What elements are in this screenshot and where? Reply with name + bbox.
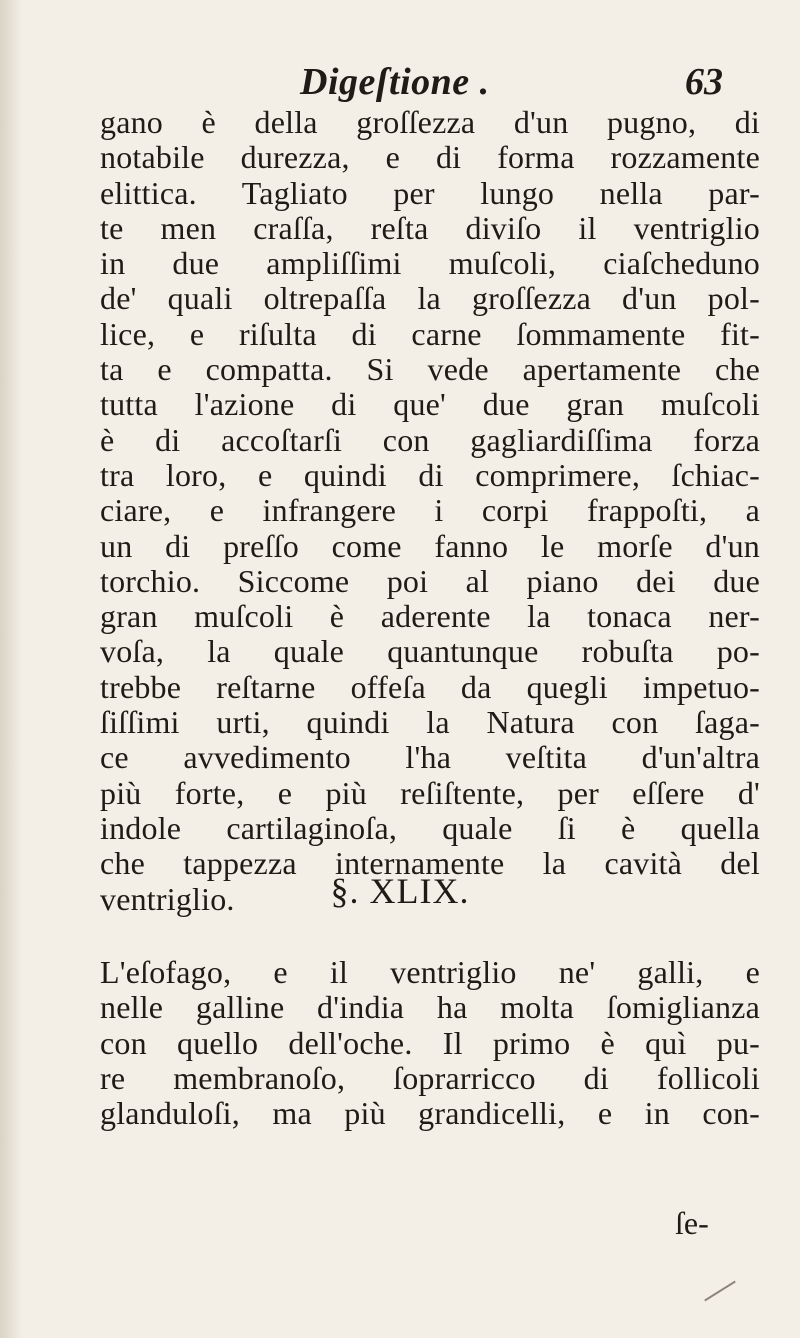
- text-line: è di accoſtarſi con gagliardiſſima forza: [100, 421, 760, 458]
- text-line: trebbe reſtarne offeſa da quegli impetuo-: [100, 668, 760, 705]
- running-title: Digeſtione .: [300, 61, 490, 103]
- text-line: torchio. Siccome poi al piano dei due: [100, 562, 760, 599]
- text-line: tra loro, e quindi di comprimere, ſchiac-: [100, 456, 760, 493]
- page-header: [0, 60, 800, 110]
- page-number: 63: [685, 61, 723, 103]
- text-line: ce avvedimento l'ha veſtita d'un'altra: [100, 739, 760, 776]
- text-line: de' quali oltrepaſſa la groſſezza d'un pol-: [100, 280, 760, 317]
- catchword: ſe-: [675, 1205, 709, 1241]
- text-line: notabile durezza, e di forma rozzamente: [100, 139, 760, 176]
- text-line: gran muſcoli è aderente la tonaca ner-: [100, 598, 760, 635]
- text-line: in due ampliſſimi muſcoli, ciaſcheduno: [100, 245, 760, 282]
- text-line: elittica. Tagliato per lungo nella par-: [100, 174, 760, 211]
- text-line: nelle galline d'india ha molta ſomiglianza: [100, 989, 760, 1026]
- text-line: con quello dell'oche. Il primo è quì pu-: [100, 1024, 760, 1061]
- text-line: un di preſſo come fanno le morſe d'un: [100, 527, 760, 564]
- text-line: voſa, la quale quantunque robuſta po-: [100, 633, 760, 670]
- text-line: più forte, e più reſiſtente, per eſſere d': [100, 774, 760, 811]
- text-line: gano è della groſſezza d'un pugno, di: [100, 104, 760, 140]
- text-line: lice, e riſulta di carne ſommamente fit-: [100, 315, 760, 352]
- text-line: ciare, e infrangere i corpi frappoſti, a: [100, 492, 760, 529]
- paragraph-2: [100, 955, 760, 1131]
- text-line: te men craſſa, reſta diviſo il ventriglio: [100, 209, 760, 246]
- text-line: indole cartilaginoſa, quale ſi è quella: [100, 809, 760, 846]
- text-line: glanduloſi, ma più grandicelli, e in con-: [100, 1095, 760, 1132]
- page-gutter-shadow: [0, 0, 22, 1338]
- text-line: L'eſofago, e il ventriglio ne' galli, e: [100, 954, 760, 990]
- text-line: ſiſſimi urti, quindi la Natura con ſaga-: [100, 704, 760, 741]
- section-heading: §. XLIX.: [330, 871, 470, 911]
- paragraph-1: [100, 105, 760, 917]
- text-line: tutta l'azione di que' due gran muſcoli: [100, 386, 760, 423]
- ink-stroke-mark: [704, 1281, 736, 1302]
- text-line: ta e compatta. Si vede apertamente che: [100, 351, 760, 388]
- text-line: re membranoſo, ſoprarricco di follicoli: [100, 1059, 760, 1096]
- text-line: che tappezza internamente la cavità del: [100, 845, 760, 882]
- text-line: ventriglio.: [100, 880, 235, 917]
